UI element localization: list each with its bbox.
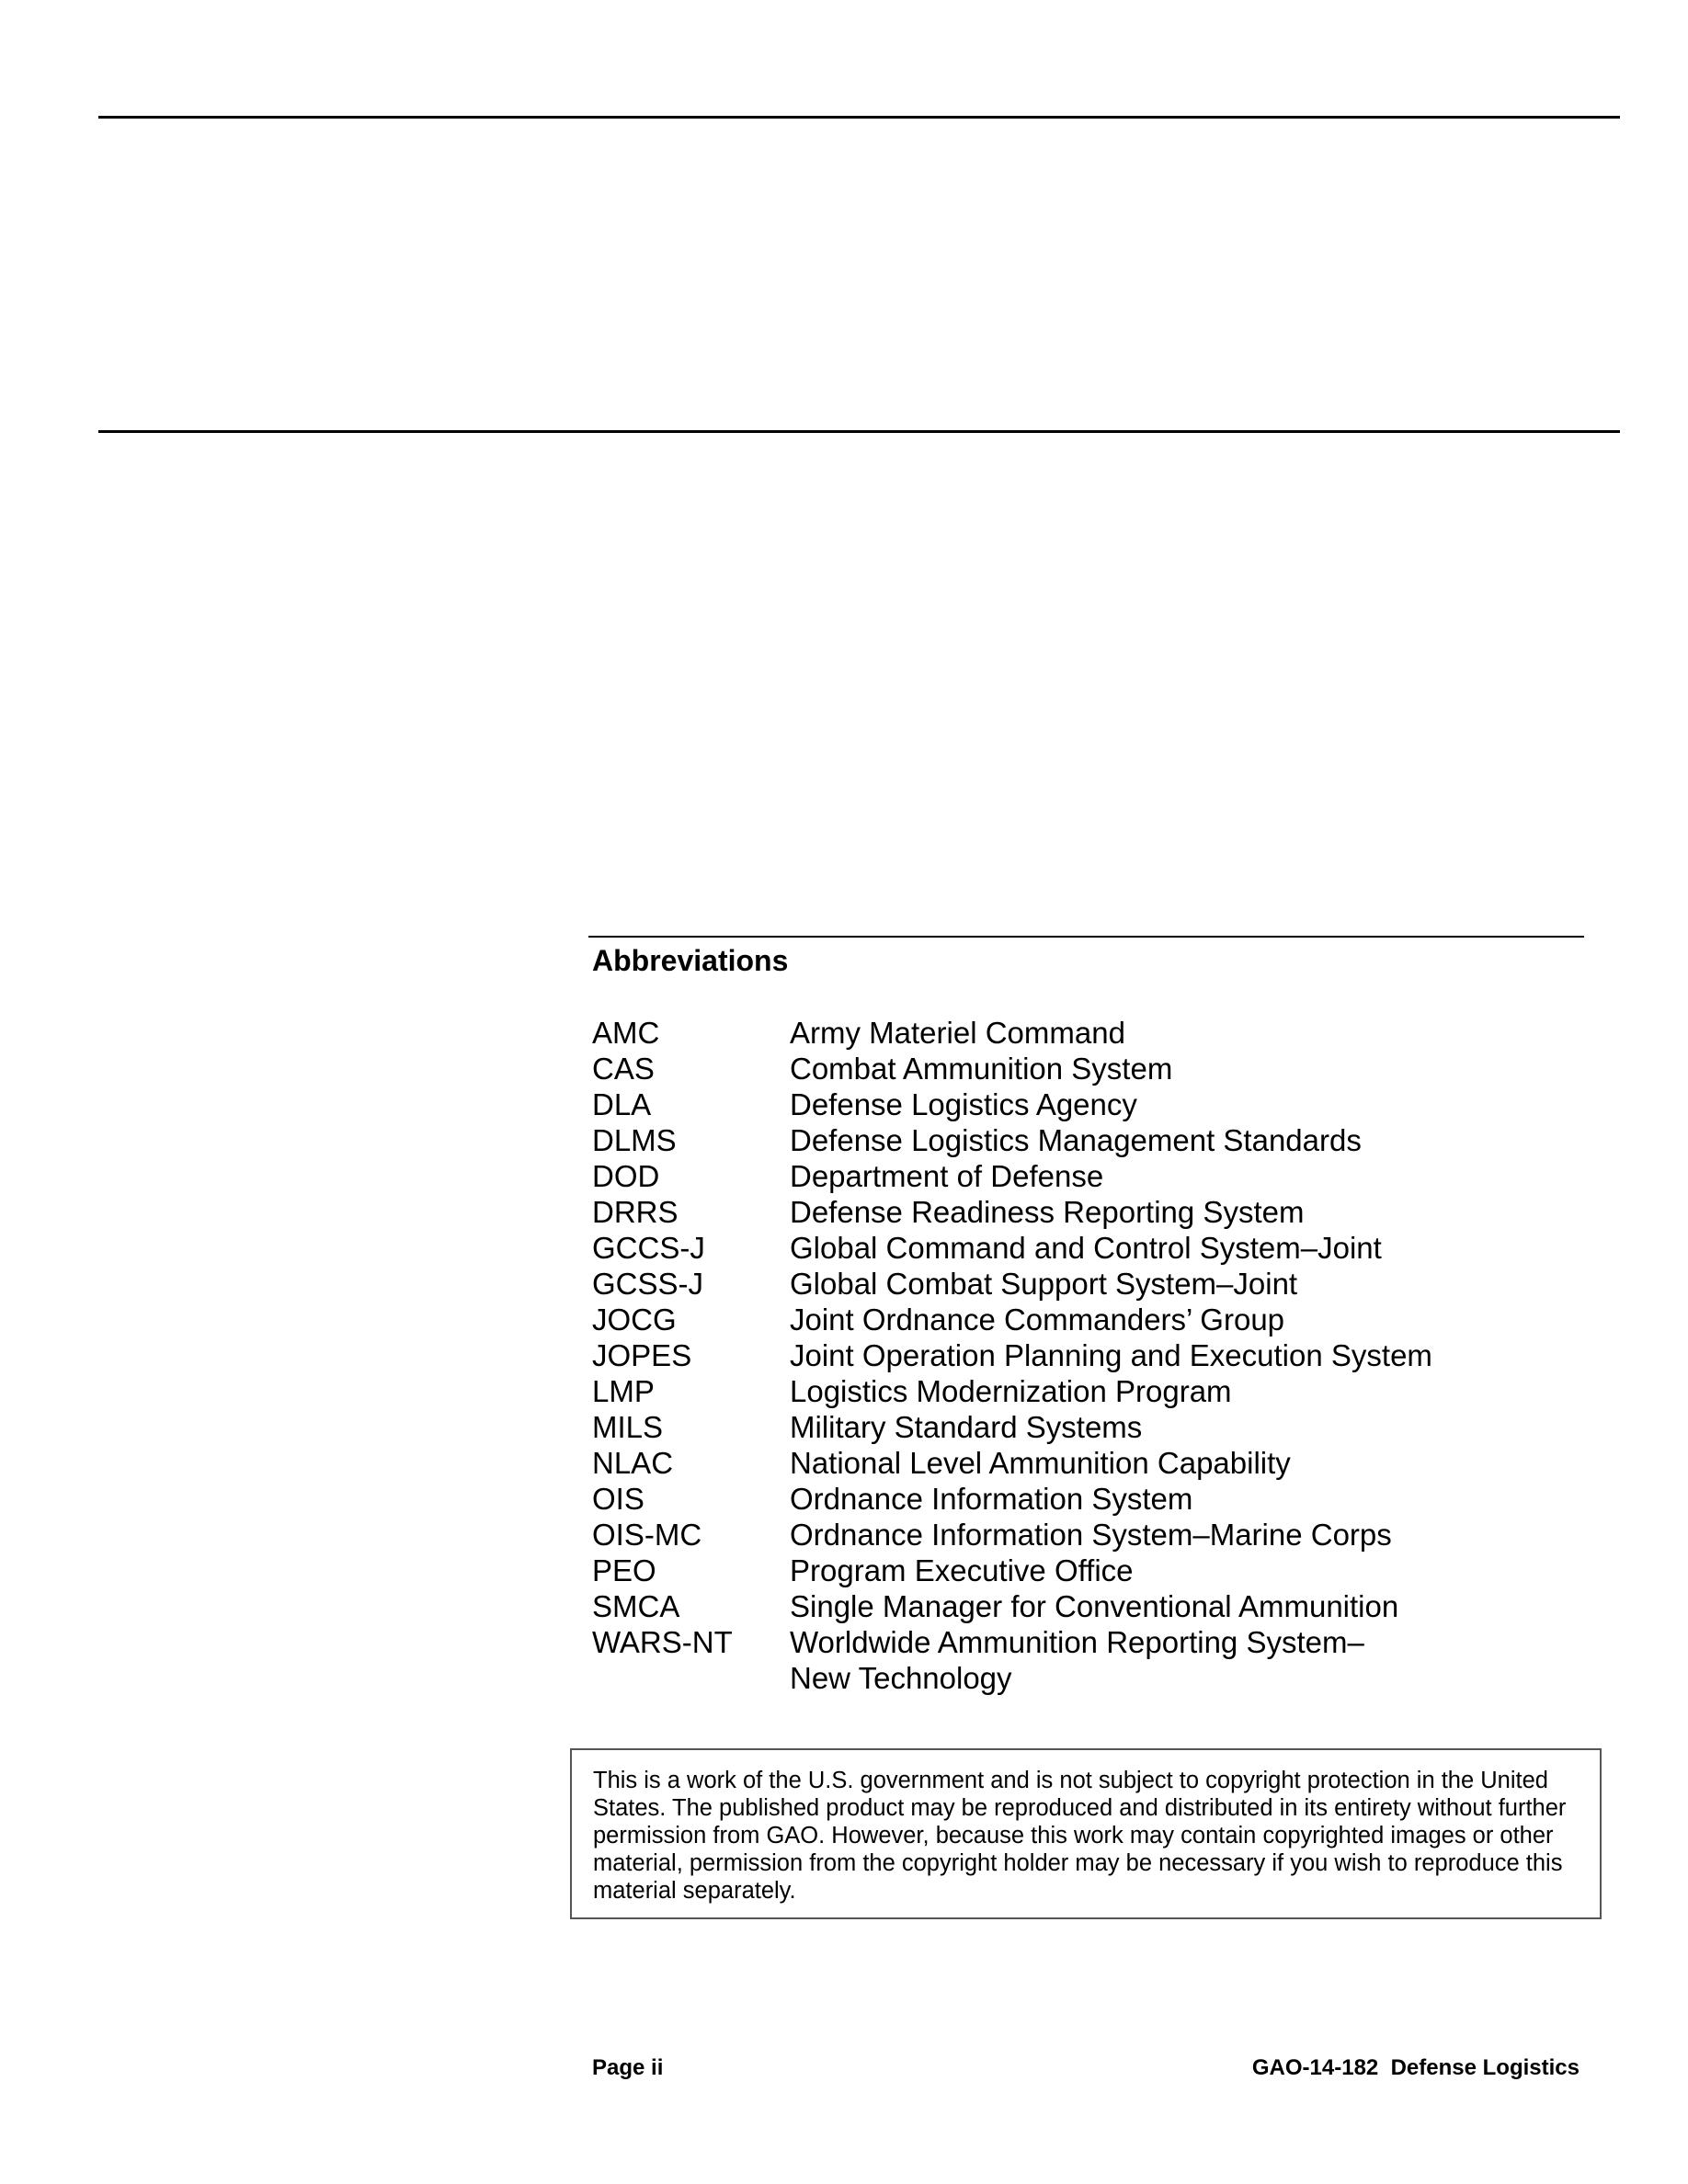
abbreviation-term: CAS — [592, 1052, 655, 1086]
abbreviation-row — [592, 1302, 1452, 1337]
abbreviation-term: DLA — [592, 1087, 652, 1121]
abbreviation-term: SMCA — [592, 1589, 680, 1623]
page-number: Page ii — [592, 2055, 664, 2080]
abbreviation-row — [592, 1266, 1452, 1302]
abbreviation-term: OIS — [592, 1482, 644, 1516]
abbreviation-definition: Combat Ammunition System — [790, 1052, 1173, 1086]
abbreviations-heading: Abbreviations — [592, 944, 789, 977]
abbreviation-row — [592, 1051, 1452, 1086]
abbreviation-term: DLMS — [592, 1123, 677, 1157]
abbreviation-definition: Worldwide Ammunition Reporting System– New Technology — [790, 1625, 1364, 1695]
abbreviation-row — [592, 1158, 1452, 1194]
abbreviation-row — [592, 1588, 1452, 1624]
abbreviation-row — [592, 1445, 1452, 1481]
copyright-notice-text: This is a work of the U.S. government and is not subject to copyright protection in the United States. The published product may be reproduced and distributed in its entirety without further permission from GAO. However, because this work may contain copyrighted images or other material, permission from the copyright holder may be necessary if you wish to reproduce this material separately. — [593, 1768, 1567, 1904]
abbreviations-list — [592, 1015, 1452, 1696]
abbreviation-definition: Global Combat Support System–Joint — [790, 1267, 1298, 1301]
abbreviation-row — [592, 1373, 1452, 1409]
abbreviation-row — [592, 1086, 1452, 1122]
abbreviation-term: MILS — [592, 1410, 664, 1444]
abbreviation-definition: Defense Readiness Reporting System — [790, 1195, 1305, 1229]
abbreviation-term: JOCG — [592, 1302, 677, 1337]
abbreviation-definition: Ordnance Information System–Marine Corps — [790, 1518, 1392, 1552]
abbreviation-term: OIS-MC — [592, 1518, 702, 1552]
abbreviation-term: PEO — [592, 1553, 656, 1587]
report-title: GAO-14-182 Defense Logistics — [1251, 2055, 1580, 2080]
abbreviation-definition: Program Executive Office — [790, 1553, 1134, 1587]
abbreviation-definition: Joint Operation Planning and Execution System — [790, 1338, 1432, 1372]
abbreviation-definition: Joint Ordnance Commanders’ Group — [790, 1302, 1285, 1337]
abbreviation-row — [592, 1122, 1452, 1158]
abbreviation-term: GCSS-J — [592, 1267, 704, 1301]
abbreviation-definition: Single Manager for Conventional Ammunition — [790, 1589, 1399, 1623]
abbreviation-row — [592, 1409, 1452, 1445]
abbreviation-row — [592, 1624, 1452, 1696]
abbreviation-definition: Logistics Modernization Program — [790, 1374, 1232, 1408]
abbreviation-row — [592, 1015, 1452, 1051]
top-rule — [98, 116, 1620, 119]
abbreviation-definition: Army Materiel Command — [790, 1016, 1125, 1050]
abbreviation-definition: Global Command and Control System–Joint — [790, 1231, 1382, 1265]
abbreviation-definition: Defense Logistics Management Standards — [790, 1123, 1362, 1157]
abbreviation-row — [592, 1230, 1452, 1266]
abbreviation-row — [592, 1194, 1452, 1230]
abbreviation-term: WARS-NT — [592, 1625, 733, 1659]
abbreviation-definition: Ordnance Information System — [790, 1482, 1193, 1516]
abbreviation-term: NLAC — [592, 1446, 674, 1480]
copyright-notice-box — [570, 1748, 1602, 1919]
abbreviation-definition: Department of Defense — [790, 1159, 1104, 1193]
abbreviation-row — [592, 1517, 1452, 1553]
abbreviation-row — [592, 1481, 1452, 1517]
abbreviation-row — [592, 1337, 1452, 1373]
abbreviation-definition: National Level Ammunition Capability — [790, 1446, 1291, 1480]
abbreviation-term: DOD — [592, 1159, 660, 1193]
abbreviation-term: AMC — [592, 1016, 660, 1050]
abbreviation-term: JOPES — [592, 1338, 692, 1372]
abbreviation-term: GCCS-J — [592, 1231, 705, 1265]
abbreviation-row — [592, 1553, 1452, 1588]
abbreviation-term: LMP — [592, 1374, 655, 1408]
middle-rule — [98, 430, 1620, 433]
abbreviation-definition: Military Standard Systems — [790, 1410, 1143, 1444]
abbreviations-rule — [588, 936, 1584, 938]
abbreviation-definition: Defense Logistics Agency — [790, 1087, 1137, 1121]
abbreviation-term: DRRS — [592, 1195, 679, 1229]
